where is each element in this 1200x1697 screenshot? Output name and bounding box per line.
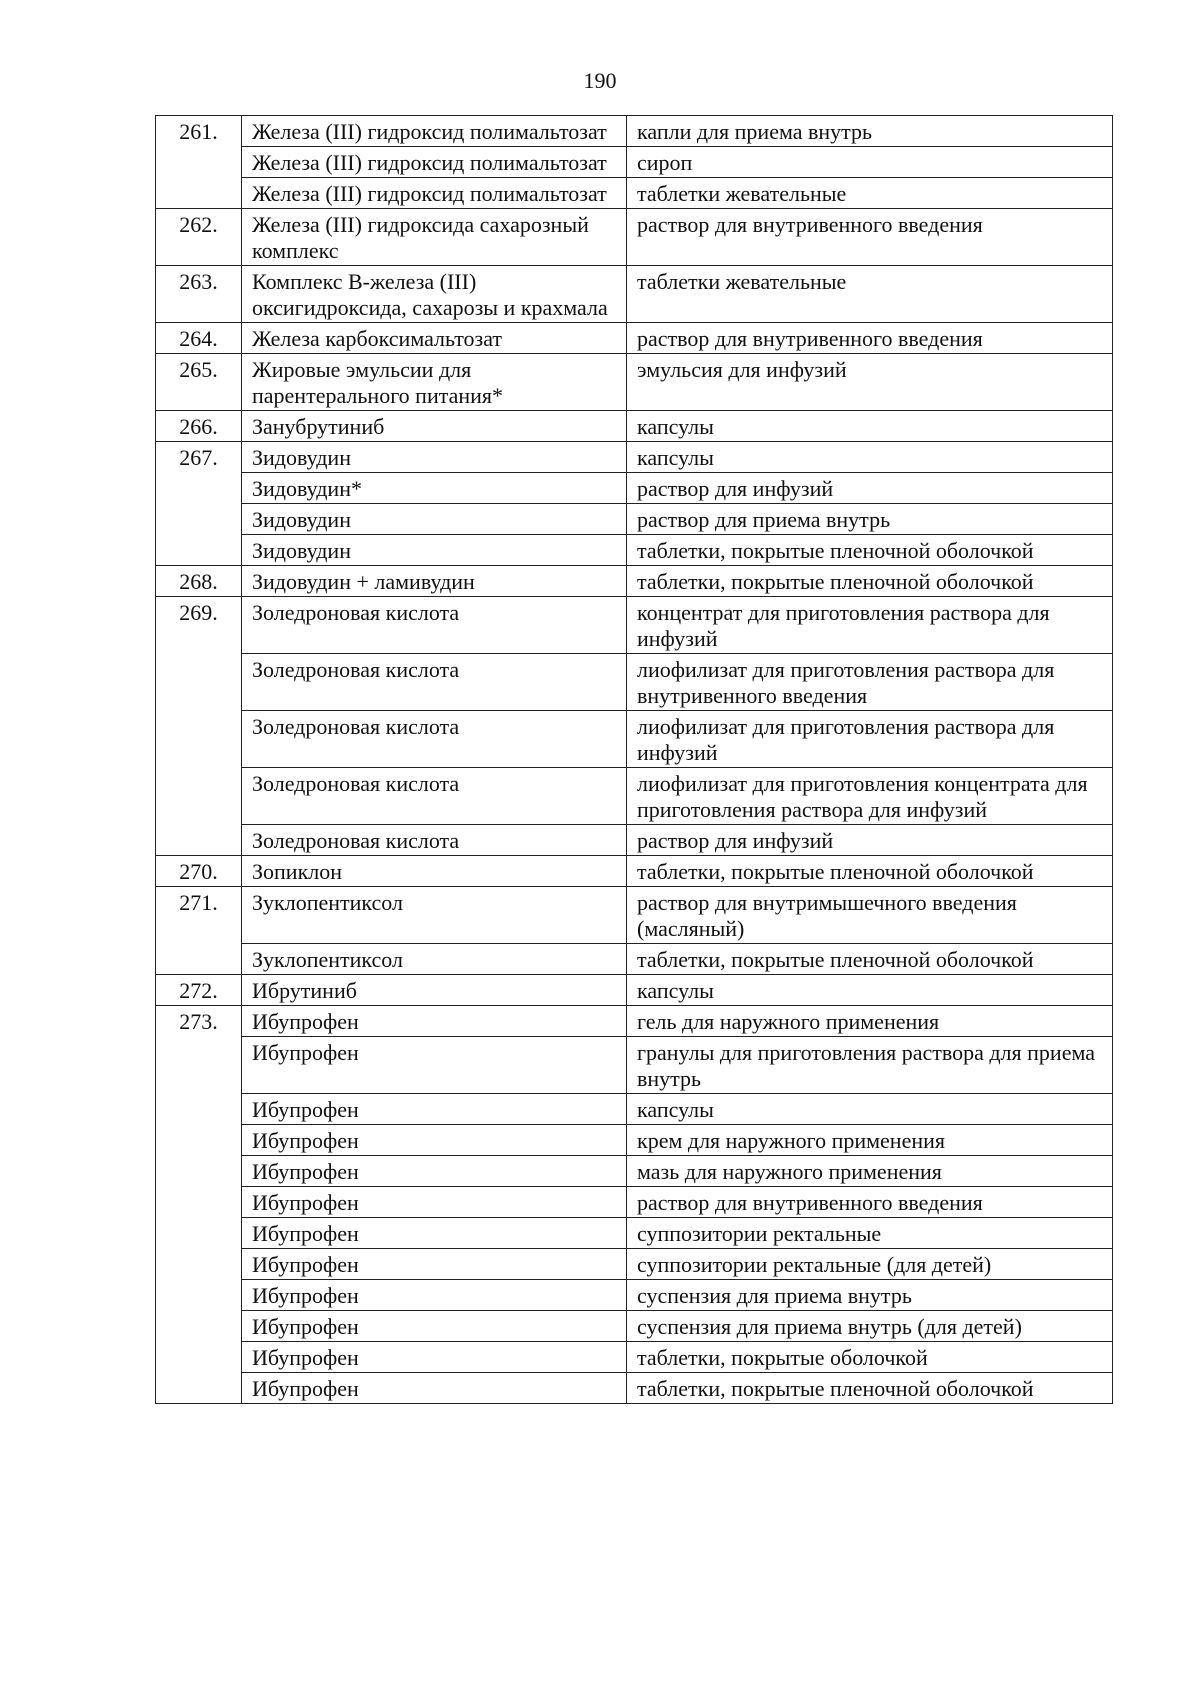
drug-name: Золедроновая кислота — [242, 597, 627, 654]
dosage-form: крем для наружного применения — [627, 1125, 1113, 1156]
dosage-form: таблетки жевательные — [627, 266, 1113, 323]
table-row — [156, 597, 1113, 654]
table-row — [156, 323, 1113, 354]
table-row — [156, 209, 1113, 266]
drug-name: Комплекс В-железа (III) оксигидроксида, сахарозы и крахмала — [242, 266, 627, 323]
table-row — [156, 1037, 1113, 1094]
table-row — [156, 535, 1113, 566]
dosage-form: таблетки, покрытые оболочкой — [627, 1342, 1113, 1373]
row-number: 266. — [156, 411, 242, 442]
drug-name: Зидовудин — [242, 504, 627, 535]
table-row — [156, 768, 1113, 825]
drug-name: Ибупрофен — [242, 1094, 627, 1125]
table-row — [156, 887, 1113, 944]
table-row — [156, 442, 1113, 473]
row-number: 261. — [156, 116, 242, 209]
dosage-form: таблетки, покрытые пленочной оболочкой — [627, 1373, 1113, 1404]
table-row — [156, 1249, 1113, 1280]
dosage-form: суспензия для приема внутрь (для детей) — [627, 1311, 1113, 1342]
drug-name: Ибупрофен — [242, 1373, 627, 1404]
drug-name: Ибрутиниб — [242, 975, 627, 1006]
table-row — [156, 566, 1113, 597]
dosage-form: лиофилизат для приготовления раствора для инфузий — [627, 711, 1113, 768]
drug-name: Ибупрофен — [242, 1037, 627, 1094]
drug-name: Железа (III) гидроксида сахарозный комплекс — [242, 209, 627, 266]
dosage-form: раствор для инфузий — [627, 825, 1113, 856]
table-row — [156, 975, 1113, 1006]
table-row — [156, 147, 1113, 178]
drug-name: Золедроновая кислота — [242, 711, 627, 768]
drug-name: Зидовудин* — [242, 473, 627, 504]
dosage-form: сироп — [627, 147, 1113, 178]
dosage-form: таблетки, покрытые пленочной оболочкой — [627, 535, 1113, 566]
drug-name: Ибупрофен — [242, 1125, 627, 1156]
drug-name: Золедроновая кислота — [242, 768, 627, 825]
dosage-form: гель для наружного применения — [627, 1006, 1113, 1037]
drug-name: Ибупрофен — [242, 1187, 627, 1218]
dosage-form: суппозитории ректальные (для детей) — [627, 1249, 1113, 1280]
dosage-form: капсулы — [627, 411, 1113, 442]
table-row — [156, 1218, 1113, 1249]
dosage-form: лиофилизат для приготовления концентрата для приготовления раствора для инфузий — [627, 768, 1113, 825]
dosage-form: раствор для внутривенного введения — [627, 209, 1113, 266]
table-row — [156, 944, 1113, 975]
row-number: 272. — [156, 975, 242, 1006]
dosage-form: раствор для внутримышечного введения (масляный) — [627, 887, 1113, 944]
drug-name: Золедроновая кислота — [242, 654, 627, 711]
dosage-form: таблетки, покрытые пленочной оболочкой — [627, 944, 1113, 975]
dosage-form: суппозитории ректальные — [627, 1218, 1113, 1249]
table-row — [156, 1342, 1113, 1373]
drug-name: Ибупрофен — [242, 1342, 627, 1373]
drug-name: Зуклопентиксол — [242, 887, 627, 944]
dosage-form: мазь для наружного применения — [627, 1156, 1113, 1187]
table-row — [156, 1311, 1113, 1342]
row-number: 271. — [156, 887, 242, 975]
table-row — [156, 825, 1113, 856]
drug-table — [155, 115, 1113, 1404]
table-row — [156, 178, 1113, 209]
dosage-form: эмульсия для инфузий — [627, 354, 1113, 411]
drug-name: Ибупрофен — [242, 1156, 627, 1187]
drug-name: Зидовудин + ламивудин — [242, 566, 627, 597]
row-number: 270. — [156, 856, 242, 887]
drug-name: Зопиклон — [242, 856, 627, 887]
table-row — [156, 1006, 1113, 1037]
dosage-form: таблетки жевательные — [627, 178, 1113, 209]
dosage-form: лиофилизат для приготовления раствора для внутривенного введения — [627, 654, 1113, 711]
table-row — [156, 116, 1113, 147]
row-number: 268. — [156, 566, 242, 597]
table-row — [156, 266, 1113, 323]
table-row — [156, 1094, 1113, 1125]
dosage-form: капсулы — [627, 1094, 1113, 1125]
row-number: 262. — [156, 209, 242, 266]
drug-name: Зидовудин — [242, 442, 627, 473]
table-row — [156, 711, 1113, 768]
table-row — [156, 1156, 1113, 1187]
table-row — [156, 654, 1113, 711]
row-number: 267. — [156, 442, 242, 566]
drug-name: Ибупрофен — [242, 1006, 627, 1037]
row-number: 273. — [156, 1006, 242, 1404]
table-row — [156, 1187, 1113, 1218]
dosage-form: раствор для внутривенного введения — [627, 323, 1113, 354]
dosage-form: концентрат для приготовления раствора для инфузий — [627, 597, 1113, 654]
row-number: 265. — [156, 354, 242, 411]
table-row — [156, 856, 1113, 887]
row-number: 264. — [156, 323, 242, 354]
dosage-form: раствор для внутривенного введения — [627, 1187, 1113, 1218]
drug-name: Золедроновая кислота — [242, 825, 627, 856]
drug-name: Зидовудин — [242, 535, 627, 566]
drug-name: Жировые эмульсии для парентерального питания* — [242, 354, 627, 411]
drug-name: Зуклопентиксол — [242, 944, 627, 975]
table-row — [156, 1373, 1113, 1404]
table-row — [156, 1125, 1113, 1156]
dosage-form: раствор для приема внутрь — [627, 504, 1113, 535]
page-number: 190 — [583, 68, 617, 93]
drug-name: Железа (III) гидроксид полимальтозат — [242, 116, 627, 147]
table-row — [156, 411, 1113, 442]
drug-name: Железа (III) гидроксид полимальтозат — [242, 147, 627, 178]
drug-name: Ибупрофен — [242, 1280, 627, 1311]
dosage-form: таблетки, покрытые пленочной оболочкой — [627, 856, 1113, 887]
table-row — [156, 473, 1113, 504]
dosage-form: таблетки, покрытые пленочной оболочкой — [627, 566, 1113, 597]
row-number: 263. — [156, 266, 242, 323]
drug-name: Ибупрофен — [242, 1218, 627, 1249]
drug-name: Железа (III) гидроксид полимальтозат — [242, 178, 627, 209]
drug-name: Занубрутиниб — [242, 411, 627, 442]
row-number: 269. — [156, 597, 242, 856]
dosage-form: капсулы — [627, 975, 1113, 1006]
dosage-form: капсулы — [627, 442, 1113, 473]
dosage-form: раствор для инфузий — [627, 473, 1113, 504]
dosage-form: гранулы для приготовления раствора для приема внутрь — [627, 1037, 1113, 1094]
drug-name: Железа карбоксимальтозат — [242, 323, 627, 354]
table-row — [156, 354, 1113, 411]
table-row — [156, 1280, 1113, 1311]
drug-table-body — [156, 116, 1113, 1404]
dosage-form: капли для приема внутрь — [627, 116, 1113, 147]
table-row — [156, 504, 1113, 535]
dosage-form: суспензия для приема внутрь — [627, 1280, 1113, 1311]
drug-name: Ибупрофен — [242, 1311, 627, 1342]
drug-name: Ибупрофен — [242, 1249, 627, 1280]
